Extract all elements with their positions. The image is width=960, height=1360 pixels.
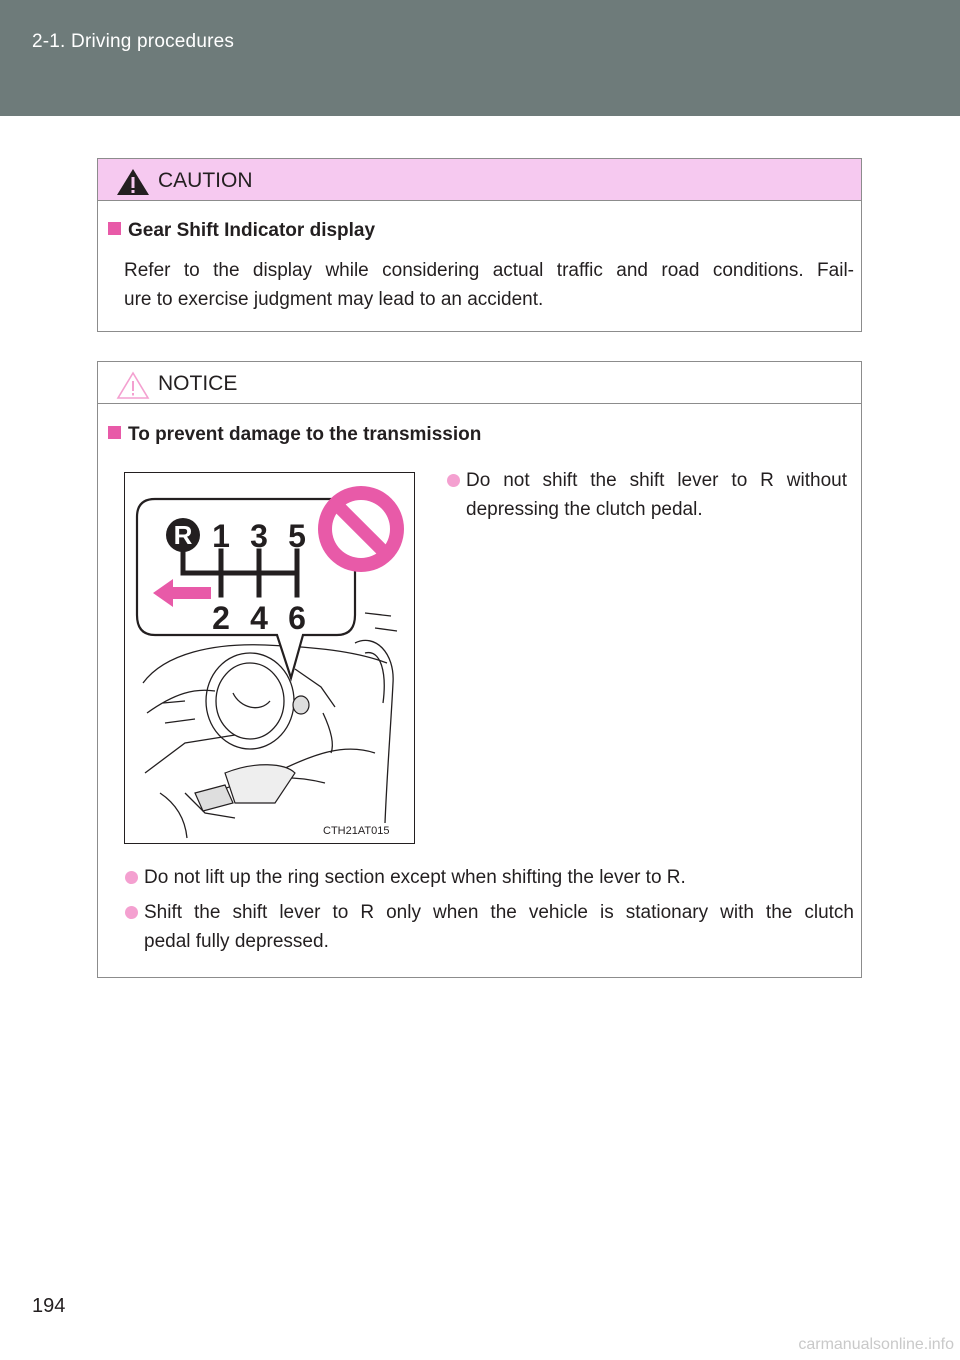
notice-heading xyxy=(108,424,481,446)
notice-box xyxy=(97,361,862,978)
square-bullet-icon xyxy=(108,426,121,439)
caution-header xyxy=(98,159,861,201)
square-bullet-icon xyxy=(108,222,121,235)
warning-triangle-outline-icon xyxy=(115,370,151,400)
section-title: 2-1. Driving procedures xyxy=(32,31,235,52)
gear-label-1: 1 xyxy=(212,518,230,554)
bullet-dot-icon xyxy=(125,906,138,919)
caution-heading-text: Gear Shift Indicator display xyxy=(128,220,376,241)
gear-label-6: 6 xyxy=(288,600,306,636)
page-header xyxy=(0,0,960,116)
notice-heading-text: To prevent damage to the transmission xyxy=(128,424,482,445)
shift-illustration xyxy=(125,473,414,843)
notice-bullet-2 xyxy=(144,863,854,892)
caution-body-line-2: ure to exercise judgment may lead to an accident. xyxy=(124,289,544,310)
warning-triangle-icon xyxy=(115,167,151,197)
notice-bullet-1-line-1: Do not shift the shift lever to R without xyxy=(466,470,847,491)
caution-body-line-1: Refer to the display while considering actual traffic and road conditions. Fail- xyxy=(124,260,854,281)
notice-bullet-1 xyxy=(466,466,847,524)
notice-bullet-1-line-2: depressing the clutch pedal. xyxy=(466,499,703,520)
bullet-dot-icon xyxy=(125,871,138,884)
bullet-dot-icon xyxy=(447,474,460,487)
gear-label-4: 4 xyxy=(250,600,268,636)
notice-bullet-3 xyxy=(144,898,854,956)
caution-label: CAUTION xyxy=(158,169,253,192)
gear-label-3: 3 xyxy=(250,518,268,554)
notice-bullet-3-line-2: pedal fully depressed. xyxy=(144,931,329,952)
shift-pattern-figure xyxy=(124,472,415,844)
gear-label-r: R xyxy=(173,520,193,550)
notice-header xyxy=(98,362,861,404)
page-number: 194 xyxy=(32,1295,66,1317)
notice-label: NOTICE xyxy=(158,372,238,395)
caution-body xyxy=(124,256,854,314)
prohibition-icon xyxy=(318,486,404,572)
notice-bullet-3-line-1: Shift the shift lever to R only when the vehicle is stationary with the clutch xyxy=(144,902,854,923)
gear-label-2: 2 xyxy=(212,600,230,636)
notice-bullet-2-line-1: Do not lift up the ring section except when shifting the lever to R. xyxy=(144,867,686,888)
caution-heading xyxy=(108,220,375,242)
figure-code: CTH21AT015 xyxy=(323,825,390,837)
watermark[interactable]: carmanualsonline.info xyxy=(798,1336,954,1353)
caution-box xyxy=(97,158,862,332)
gear-label-5: 5 xyxy=(288,518,306,554)
